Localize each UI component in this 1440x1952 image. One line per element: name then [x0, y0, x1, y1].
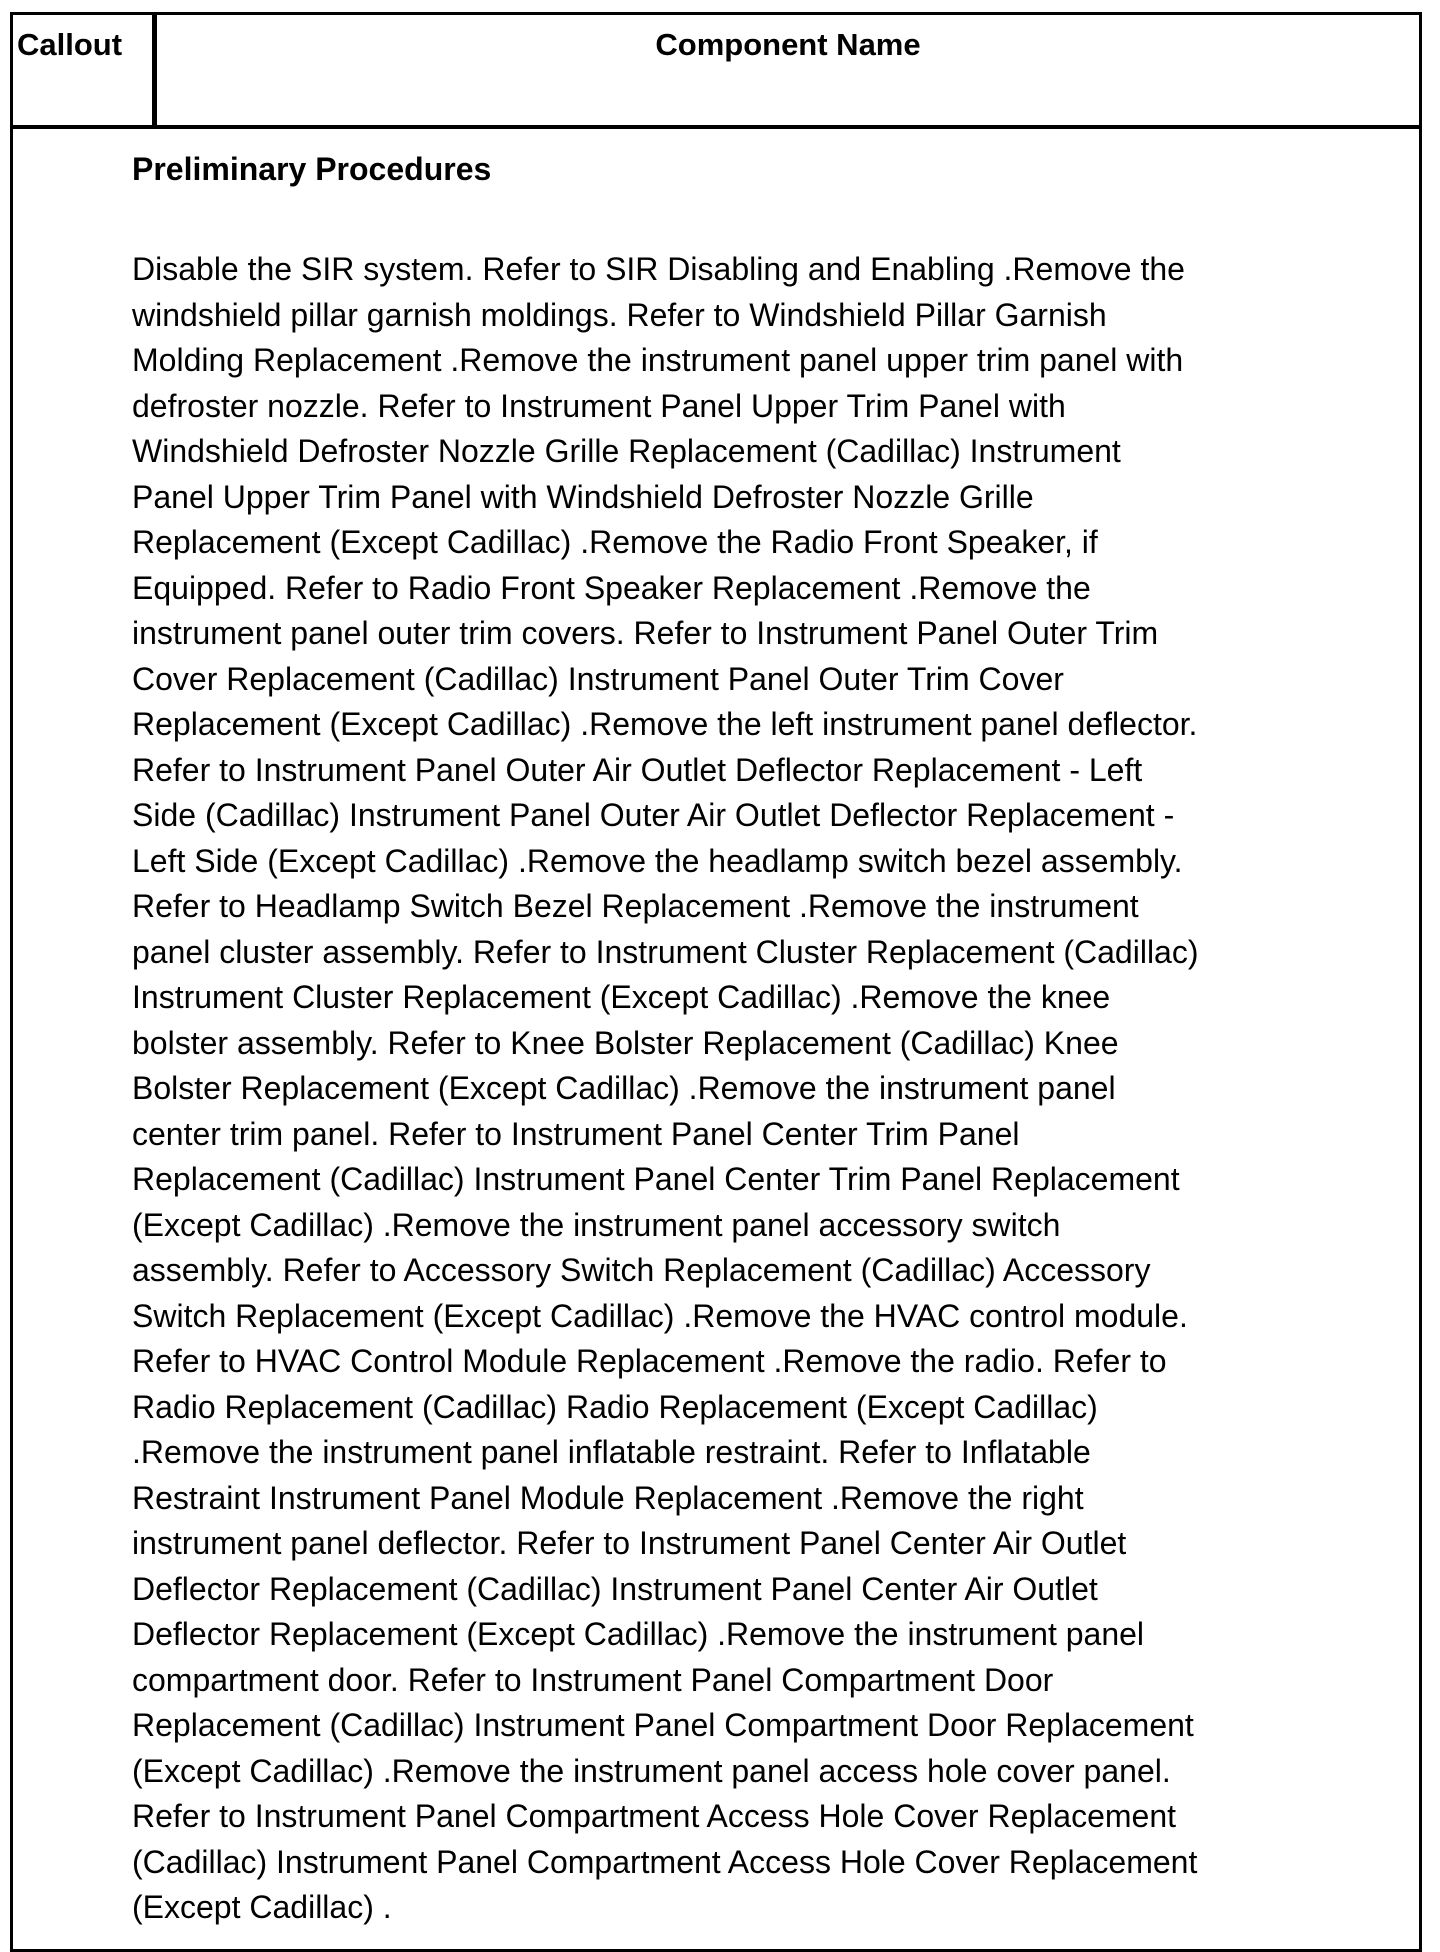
- procedure-text-line: Refer to Instrument Panel Outer Air Outlet Deflector Replacement - Left: [132, 751, 1143, 788]
- procedure-text-line: instrument panel deflector. Refer to Instrument Panel Center Air Outlet: [132, 1525, 1127, 1561]
- procedure-text-line: panel cluster assembly. Refer to Instrument Cluster Replacement (Cadillac): [132, 933, 1199, 970]
- procedure-text-line: defroster nozzle. Refer to Instrument Panel Upper Trim Panel with: [132, 387, 1066, 424]
- procedure-text-line: (Cadillac) Instrument Panel Compartment Access Hole Cover Replacement: [132, 1843, 1198, 1880]
- procedure-text-line: Replacement (Cadillac) Instrument Panel Center Trim Panel Replacement: [132, 1161, 1180, 1197]
- procedure-text-line: Refer to HVAC Control Module Replacement .Remove the radio. Refer to: [132, 1343, 1167, 1379]
- procedure-text-line: Windshield Defroster Nozzle Grille Replacement (Cadillac) Instrument: [132, 433, 1121, 469]
- procedure-text-line: Left Side (Except Cadillac) .Remove the headlamp switch bezel assembly.: [132, 842, 1183, 879]
- component-name-column-header: Component Name: [655, 27, 921, 62]
- procedure-text-line: Disable the SIR system. Refer to SIR Disabling and Enabling .Remove the: [132, 251, 1185, 287]
- procedure-text-line: Deflector Replacement (Cadillac) Instrument Panel Center Air Outlet: [132, 1570, 1098, 1607]
- procedure-text-line: Deflector Replacement (Except Cadillac) .Remove the instrument panel: [132, 1616, 1145, 1652]
- procedure-text-line: Switch Replacement (Except Cadillac) .Remove the HVAC control module.: [132, 1297, 1188, 1334]
- section-heading: Preliminary Procedures: [132, 151, 492, 187]
- table-header-row: [13, 15, 1419, 129]
- component-table: [10, 12, 1422, 1952]
- procedure-text-line: (Except Cadillac) .: [132, 1889, 392, 1925]
- procedure-text-line: Refer to Instrument Panel Compartment Access Hole Cover Replacement: [132, 1798, 1177, 1834]
- procedure-text-line: (Except Cadillac) .Remove the instrument panel access hole cover panel.: [132, 1752, 1171, 1789]
- procedure-text-line: bolster assembly. Refer to Knee Bolster Replacement (Cadillac) Knee: [132, 1024, 1119, 1061]
- procedure-text-line: .Remove the instrument panel inflatable restraint. Refer to Inflatable: [132, 1434, 1091, 1470]
- procedure-text-line: Replacement (Except Cadillac) .Remove the left instrument panel deflector.: [132, 706, 1198, 742]
- procedure-text-line: assembly. Refer to Accessory Switch Replacement (Cadillac) Accessory: [132, 1252, 1151, 1288]
- procedure-cell: [13, 129, 1419, 1949]
- procedure-text-line: Panel Upper Trim Panel with Windshield Defroster Nozzle Grille: [132, 478, 1034, 515]
- procedure-text-line: Equipped. Refer to Radio Front Speaker Replacement .Remove the: [132, 569, 1091, 606]
- callout-column-header: Callout: [17, 27, 123, 62]
- procedure-text-line: Molding Replacement .Remove the instrument panel upper trim panel with: [132, 342, 1184, 378]
- procedure-text-line: compartment door. Refer to Instrument Panel Compartment Door: [132, 1661, 1054, 1698]
- callout-header-cell: [13, 15, 157, 125]
- procedure-text-line: Restraint Instrument Panel Module Replacement .Remove the right: [132, 1479, 1084, 1516]
- procedure-text-line: instrument panel outer trim covers. Refer to Instrument Panel Outer Trim: [132, 615, 1159, 651]
- procedure-text-line: Replacement (Cadillac) Instrument Panel Compartment Door Replacement: [132, 1707, 1194, 1743]
- procedure-paragraph: [132, 247, 1420, 1931]
- procedure-text-line: Replacement (Except Cadillac) .Remove the Radio Front Speaker, if: [132, 524, 1098, 560]
- procedure-text-line: Instrument Cluster Replacement (Except Cadillac) .Remove the knee: [132, 979, 1111, 1015]
- procedure-text-line: center trim panel. Refer to Instrument Panel Center Trim Panel: [132, 1115, 1020, 1152]
- procedure-text-line: Refer to Headlamp Switch Bezel Replacement .Remove the instrument: [132, 888, 1139, 924]
- procedure-text-line: (Except Cadillac) .Remove the instrument panel accessory switch: [132, 1206, 1061, 1243]
- procedure-text-line: windshield pillar garnish moldings. Refer to Windshield Pillar Garnish: [132, 296, 1107, 333]
- procedure-text-line: Cover Replacement (Cadillac) Instrument Panel Outer Trim Cover: [132, 660, 1064, 697]
- procedure-text-line: Radio Replacement (Cadillac) Radio Replacement (Except Cadillac): [132, 1388, 1098, 1425]
- procedure-text-line: Bolster Replacement (Except Cadillac) .Remove the instrument panel: [132, 1070, 1116, 1106]
- procedure-text-line: Side (Cadillac) Instrument Panel Outer Air Outlet Deflector Replacement -: [132, 797, 1175, 833]
